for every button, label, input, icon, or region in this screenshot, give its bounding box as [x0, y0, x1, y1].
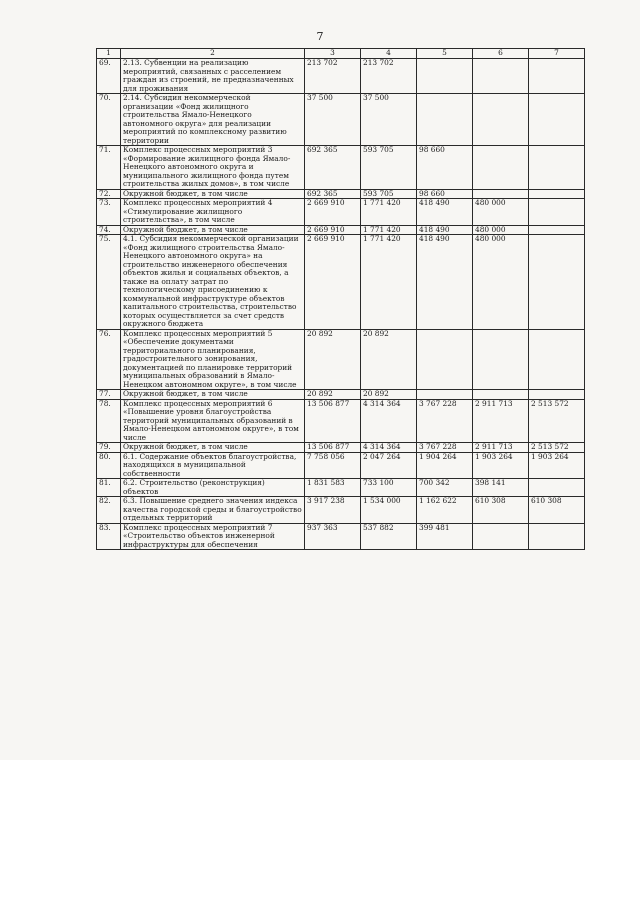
value-col5: 1 904 264: [417, 452, 473, 479]
value-col5: [417, 329, 473, 390]
value-col6: [473, 390, 529, 400]
value-col6: [473, 94, 529, 146]
value-col3: 13 506 877: [305, 443, 361, 453]
value-col3: 692 365: [305, 146, 361, 190]
value-col7: [529, 523, 585, 550]
value-col4: 593 705: [361, 146, 417, 190]
value-col4: 1 771 420: [361, 199, 417, 226]
value-col3: 3 917 238: [305, 497, 361, 524]
table-row: [97, 235, 585, 330]
value-col5: [417, 390, 473, 400]
value-col7: 610 308: [529, 497, 585, 524]
value-col3: 37 500: [305, 94, 361, 146]
value-col5: 418 490: [417, 235, 473, 330]
row-description: Комплекс процессных мероприятий 6 «Повышение уровня благоустройства территорий муниципальных образований в Ямало-Ненецком автономном округе», в том числе: [121, 399, 305, 443]
budget-table: [96, 48, 585, 550]
value-col7: [529, 390, 585, 400]
row-number: 81.: [97, 479, 121, 497]
value-col5: [417, 59, 473, 94]
value-col7: [529, 235, 585, 330]
value-col4: 37 500: [361, 94, 417, 146]
value-col3: 20 892: [305, 390, 361, 400]
value-col6: 398 141: [473, 479, 529, 497]
row-number: 71.: [97, 146, 121, 190]
table-row: [97, 225, 585, 235]
row-number: 79.: [97, 443, 121, 453]
table-row: [97, 523, 585, 550]
value-col7: [529, 94, 585, 146]
value-col7: [529, 225, 585, 235]
table-row: [97, 443, 585, 453]
value-col6: [473, 523, 529, 550]
value-col4: 20 892: [361, 390, 417, 400]
value-col3: 20 892: [305, 329, 361, 390]
value-col5: [417, 94, 473, 146]
row-number: 74.: [97, 225, 121, 235]
value-col6: 1 903 264: [473, 452, 529, 479]
value-col7: [529, 479, 585, 497]
row-number: 75.: [97, 235, 121, 330]
value-col4: 213 702: [361, 59, 417, 94]
row-description: 6.1. Содержание объектов благоустройства, находящихся в муниципальной собственности: [121, 452, 305, 479]
row-description: Комплекс процессных мероприятий 5 «Обеспечение документами территориального планирования, градостроительного зонирования, документацией по планировке территорий муниципальных образований в Ямало-Ненецком автономном округе», в том числе: [121, 329, 305, 390]
value-col4: 4 314 364: [361, 399, 417, 443]
column-header: 2: [121, 49, 305, 59]
row-number: 77.: [97, 390, 121, 400]
value-col6: 480 000: [473, 225, 529, 235]
row-description: 2.13. Субвенции на реализацию мероприятий, связанных с расселением граждан из строений, не предназначенных для проживания: [121, 59, 305, 94]
row-number: 69.: [97, 59, 121, 94]
value-col4: 537 882: [361, 523, 417, 550]
value-col5: 3 767 228: [417, 443, 473, 453]
row-description: 4.1. Субсидия некоммерческой организации «Фонд жилищного строительства Ямало-Ненецкого автономного округа» на строительство инженерного обеспечения объектов жилья и социальных объектов, а также на оплату затрат по технологическому присоединению к коммунальной инфраструктуре объектов капитального строительства, строительство которых осуществляется за счет средств окружного бюджета: [121, 235, 305, 330]
column-header: 3: [305, 49, 361, 59]
table-row: [97, 329, 585, 390]
value-col7: 2 513 572: [529, 399, 585, 443]
value-col7: [529, 199, 585, 226]
value-col4: 4 314 364: [361, 443, 417, 453]
row-number: 73.: [97, 199, 121, 226]
row-number: 78.: [97, 399, 121, 443]
table-row: [97, 199, 585, 226]
table-row: [97, 189, 585, 199]
row-description: Окружной бюджет, в том числе: [121, 443, 305, 453]
value-col5: 418 490: [417, 225, 473, 235]
value-col6: [473, 146, 529, 190]
value-col7: 2 513 572: [529, 443, 585, 453]
value-col5: 1 162 622: [417, 497, 473, 524]
row-description: Окружной бюджет, в том числе: [121, 189, 305, 199]
value-col4: 593 705: [361, 189, 417, 199]
value-col7: [529, 146, 585, 190]
row-number: 82.: [97, 497, 121, 524]
row-description: Окружной бюджет, в том числе: [121, 390, 305, 400]
value-col6: 2 911 713: [473, 399, 529, 443]
value-col7: 1 903 264: [529, 452, 585, 479]
table-row: [97, 390, 585, 400]
value-col3: 7 758 056: [305, 452, 361, 479]
row-description: 6.3. Повышение среднего значения индекса качества городской среды и благоустройство отдельных территорий: [121, 497, 305, 524]
value-col3: 692 365: [305, 189, 361, 199]
value-col5: 98 660: [417, 189, 473, 199]
row-number: 80.: [97, 452, 121, 479]
value-col5: 399 481: [417, 523, 473, 550]
value-col7: [529, 329, 585, 390]
value-col6: [473, 329, 529, 390]
value-col4: 1 534 000: [361, 497, 417, 524]
column-number-row: [97, 49, 585, 59]
row-description: Окружной бюджет, в том числе: [121, 225, 305, 235]
value-col3: 13 506 877: [305, 399, 361, 443]
table-row: [97, 399, 585, 443]
column-header: 1: [97, 49, 121, 59]
value-col4: 2 047 264: [361, 452, 417, 479]
row-number: 83.: [97, 523, 121, 550]
value-col4: 20 892: [361, 329, 417, 390]
value-col5: 700 342: [417, 479, 473, 497]
table-row: [97, 59, 585, 94]
value-col3: 2 669 910: [305, 199, 361, 226]
row-description: 2.14. Субсидия некоммерческой организации «Фонд жилищного строительства Ямало-Ненецкого автономного округа» для реализации мероприятий по комплексному развитию территории: [121, 94, 305, 146]
value-col5: 3 767 228: [417, 399, 473, 443]
value-col5: 418 490: [417, 199, 473, 226]
value-col3: 1 831 583: [305, 479, 361, 497]
value-col4: 1 771 420: [361, 225, 417, 235]
column-header: 7: [529, 49, 585, 59]
table-row: [97, 452, 585, 479]
column-header: 6: [473, 49, 529, 59]
table-row: [97, 94, 585, 146]
column-header: 4: [361, 49, 417, 59]
value-col6: [473, 189, 529, 199]
value-col3: 937 363: [305, 523, 361, 550]
value-col6: 610 308: [473, 497, 529, 524]
table-row: [97, 479, 585, 497]
row-number: 72.: [97, 189, 121, 199]
value-col6: [473, 59, 529, 94]
row-description: Комплекс процессных мероприятий 7 «Строительство объектов инженерной инфраструктуры для обеспечения: [121, 523, 305, 550]
value-col7: [529, 59, 585, 94]
row-description: Комплекс процессных мероприятий 3 «Формирование жилищного фонда Ямало-Ненецкого автономного округа и муниципального жилищного фонда путем строительства жилых домов», в том числе: [121, 146, 305, 190]
value-col3: 2 669 910: [305, 225, 361, 235]
page-number: 7: [316, 30, 324, 43]
row-description: 6.2. Строительство (реконструкция) объектов: [121, 479, 305, 497]
value-col6: 480 000: [473, 235, 529, 330]
row-number: 70.: [97, 94, 121, 146]
value-col6: 2 911 713: [473, 443, 529, 453]
table-row: [97, 497, 585, 524]
row-description: Комплекс процессных мероприятий 4 «Стимулирование жилищного строительства», в том числе: [121, 199, 305, 226]
value-col4: 1 771 420: [361, 235, 417, 330]
row-number: 76.: [97, 329, 121, 390]
value-col7: [529, 189, 585, 199]
value-col3: 2 669 910: [305, 235, 361, 330]
value-col4: 733 100: [361, 479, 417, 497]
value-col6: 480 000: [473, 199, 529, 226]
table-row: [97, 146, 585, 190]
blank-margin: [0, 760, 640, 905]
value-col5: 98 660: [417, 146, 473, 190]
column-header: 5: [417, 49, 473, 59]
value-col3: 213 702: [305, 59, 361, 94]
